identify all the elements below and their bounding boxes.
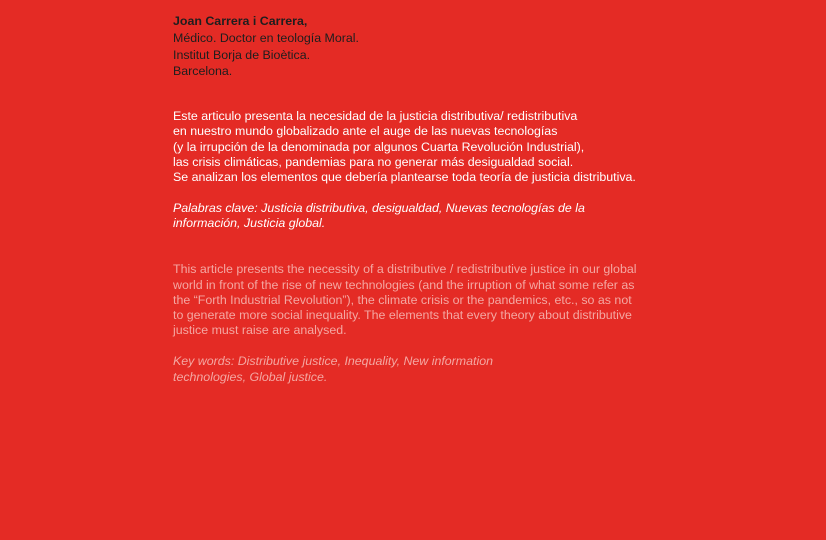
- keywords-english-line: Key words: Distributive justice, Inequality, New information: [173, 354, 493, 369]
- abstract-spanish-line: Este articulo presenta la necesidad de la justicia distributiva/ redistributiva: [173, 109, 578, 124]
- author-name: Joan Carrera i Carrera,: [173, 14, 308, 28]
- keywords-spanish: [173, 201, 673, 232]
- abstract-spanish-line: Se analizan los elementos que debería plantearse toda teoría de justicia distributiva.: [173, 170, 636, 185]
- abstract-english-line: justice must raise are analysed.: [173, 323, 347, 338]
- abstract-spanish-line: las crisis climáticas, pandemias para no generar más desigualdad social.: [173, 155, 574, 170]
- keywords-spanish-line: Palabras clave: Justicia distributiva, desigualdad, Nuevas tecnologías de la: [173, 201, 585, 216]
- keywords-english: [173, 354, 673, 385]
- abstract-english-line: to generate more social inequality. The elements that every theory about distributive: [173, 308, 632, 323]
- keywords-english-line: technologies, Global justice.: [173, 369, 328, 384]
- abstract-spanish: [173, 109, 673, 185]
- author-institution: Institut Borja de Bioètica.: [173, 47, 311, 62]
- article-header: [173, 13, 673, 385]
- abstract-spanish-line: (y la irrupción de la denominada por algunos Cuarta Revolución Industrial),: [173, 139, 585, 154]
- keywords-spanish-line: información, Justicia global.: [173, 216, 326, 231]
- author-block: [173, 13, 673, 80]
- abstract-english-line: world in front of the rise of new technologies (and the irruption of what some refer as: [173, 277, 635, 292]
- author-credential: Médico. Doctor en teología Moral.: [173, 30, 359, 45]
- abstract-english: [173, 262, 673, 338]
- abstract-english-line: the “Forth Industrial Revolution”), the climate crisis or the pandemics, etc., so as not: [173, 292, 632, 307]
- author-city: Barcelona.: [173, 64, 233, 79]
- abstract-english-line: This article presents the necessity of a distributive / redistributive justice in our global: [173, 262, 637, 277]
- abstract-spanish-line: en nuestro mundo globalizado ante el auge de las nuevas tecnologías: [173, 124, 558, 139]
